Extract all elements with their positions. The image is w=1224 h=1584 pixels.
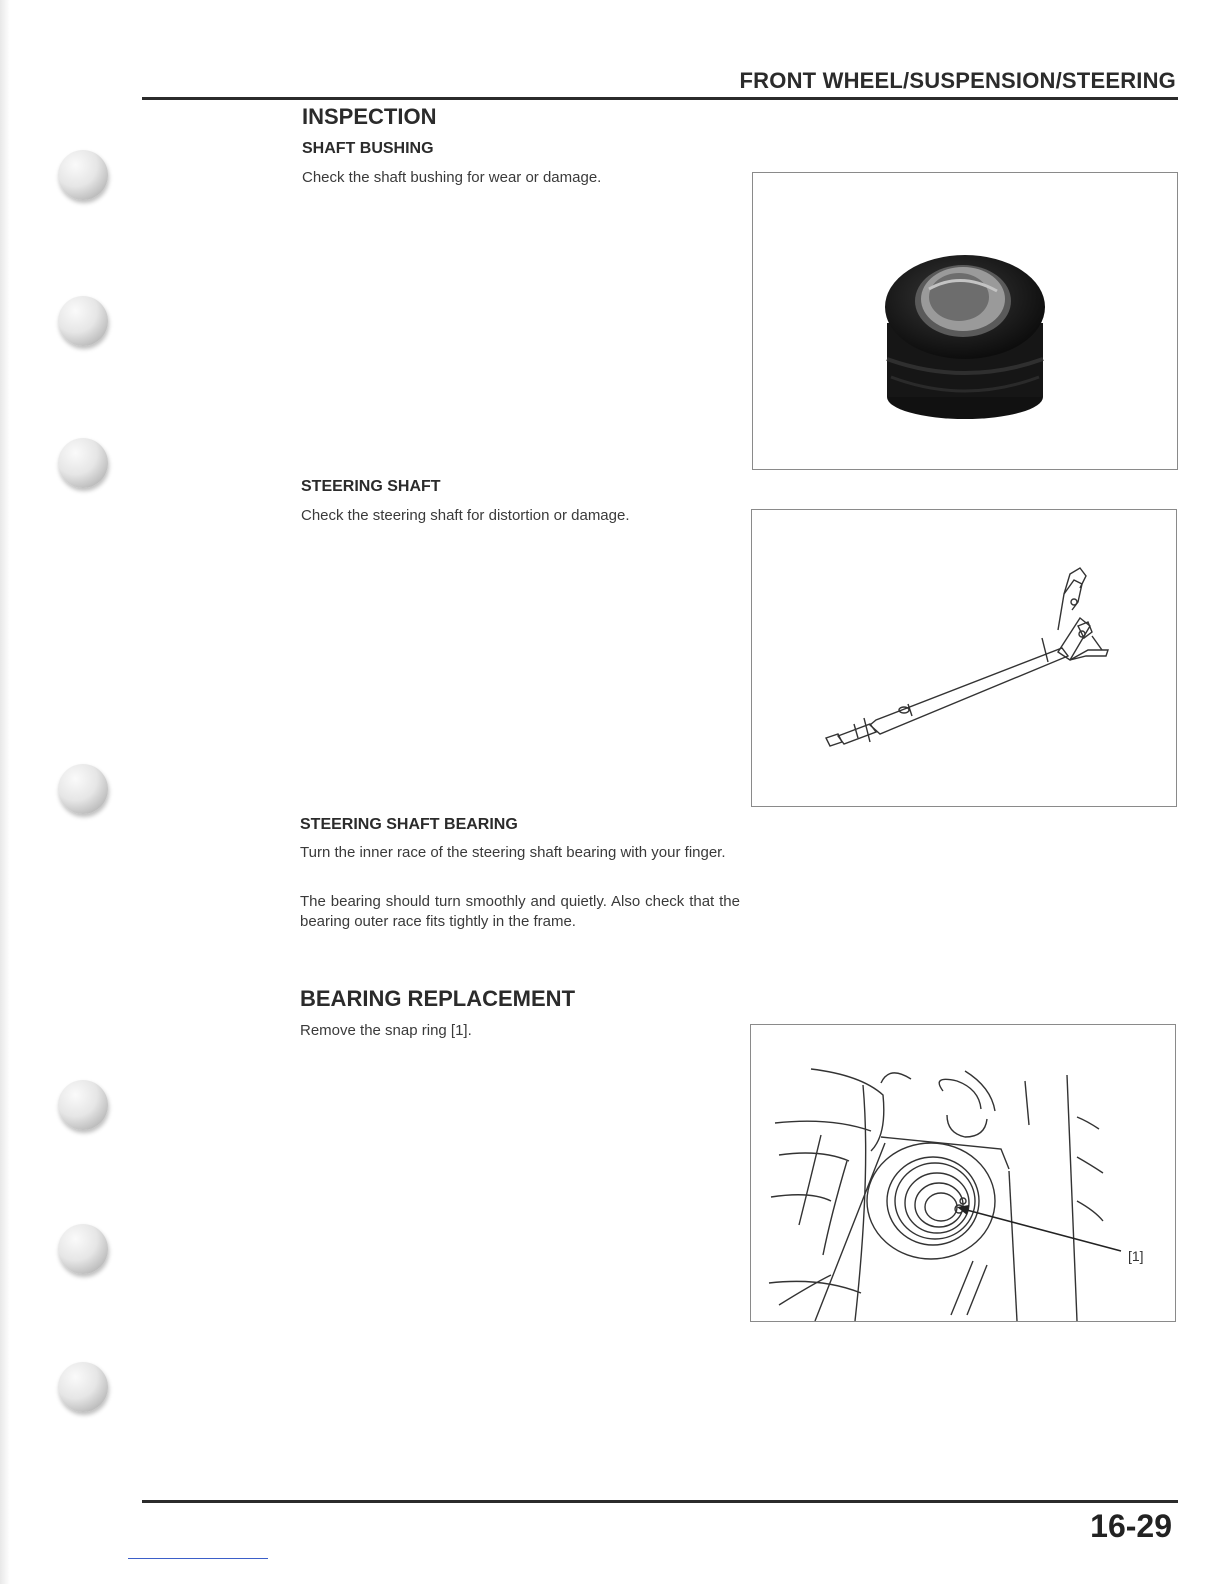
binder-hole-3 [58, 438, 108, 488]
section-header-title: FRONT WHEEL/SUSPENSION/STEERING [739, 68, 1176, 93]
binder-hole-2 [58, 296, 108, 346]
page-left-edge [0, 0, 10, 1584]
page-number: 16-29 [1090, 1508, 1172, 1544]
footer-link-underline [128, 1558, 268, 1559]
bearing-replacement-heading: BEARING REPLACEMENT [300, 986, 576, 1011]
inspection-heading: INSPECTION [302, 104, 437, 129]
steering-shaft-bearing-heading: STEERING SHAFT BEARING [300, 816, 518, 833]
binder-hole-4 [58, 764, 108, 814]
shaft-bushing-heading: SHAFT BUSHING [302, 140, 434, 157]
steering-shaft-heading: STEERING SHAFT [301, 478, 441, 495]
footer-rule [142, 1500, 1178, 1503]
steering-shaft-text: Check the steering shaft for distortion or damage. [301, 507, 630, 524]
header-rule [142, 97, 1178, 100]
binder-hole-6 [58, 1224, 108, 1274]
shaft-bushing-illustration-icon [753, 173, 1177, 469]
snap-ring-figure [750, 1024, 1176, 1322]
snap-ring-removal-illustration-icon [751, 1025, 1175, 1321]
binder-hole-7 [58, 1362, 108, 1412]
steering-shaft-bearing-text-1: Turn the inner race of the steering shaft bearing with your finger. [300, 844, 726, 861]
shaft-bushing-figure [752, 172, 1178, 470]
shaft-bushing-text: Check the shaft bushing for wear or damage. [302, 169, 602, 186]
binder-hole-1 [58, 150, 108, 200]
steering-shaft-figure [751, 509, 1177, 807]
bearing-replacement-text: Remove the snap ring [1]. [300, 1022, 472, 1039]
binder-hole-5 [58, 1080, 108, 1130]
steering-shaft-illustration-icon [752, 510, 1176, 806]
steering-shaft-bearing-text-2: The bearing should turn smoothly and quietly. Also check that the bearing outer race fits tightly in the frame. [300, 893, 740, 930]
snap-ring-callout-label: [1] [1128, 1248, 1144, 1264]
